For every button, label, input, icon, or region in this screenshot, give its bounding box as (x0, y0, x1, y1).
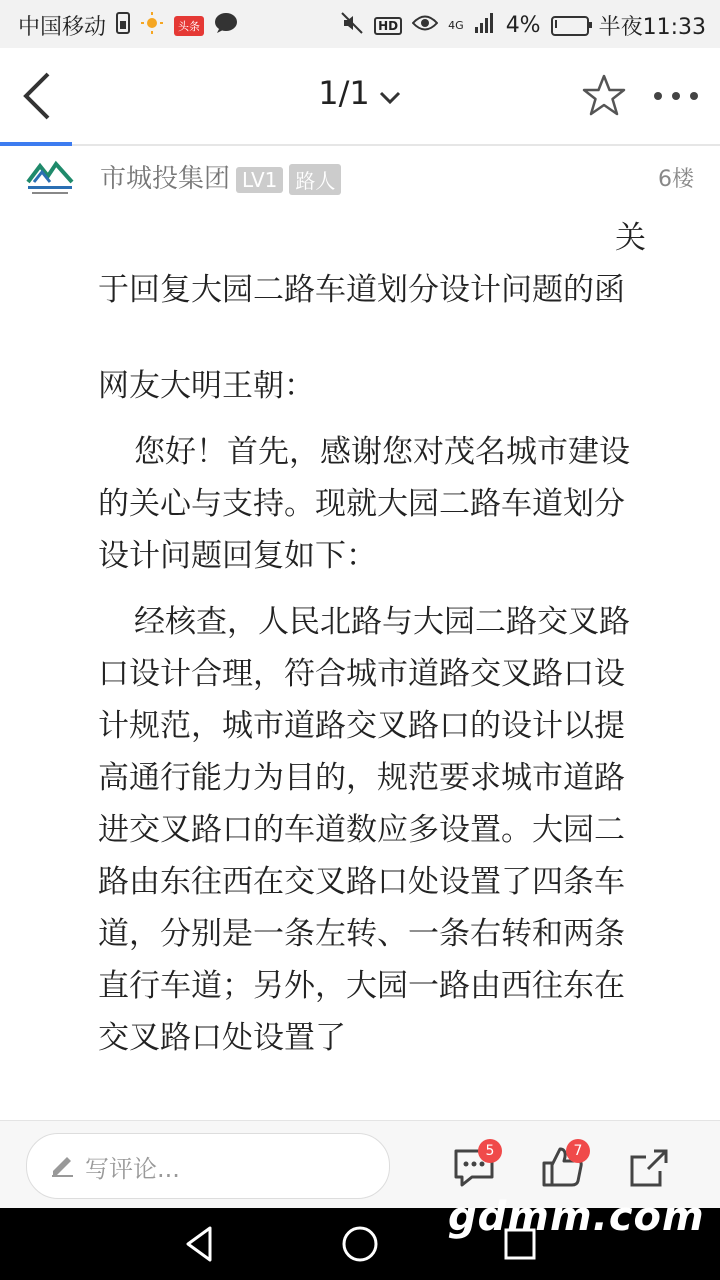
hd-icon: HD (374, 17, 402, 35)
share-button[interactable] (626, 1143, 674, 1191)
floor-label: 6楼 (658, 167, 694, 192)
chat-icon (214, 12, 238, 40)
circle-home-icon (340, 1224, 380, 1264)
status-left (18, 10, 238, 41)
comment-placeholder: 写评论... (85, 1154, 180, 1183)
level-tag: LV1 (236, 167, 283, 193)
status-right (340, 10, 706, 41)
star-icon (580, 72, 628, 120)
triangle-back-icon (180, 1224, 220, 1264)
like-button[interactable] (538, 1143, 586, 1191)
like-count-badge: 7 (566, 1139, 590, 1163)
favorite-button[interactable] (580, 72, 628, 120)
author-name[interactable]: 市城投集团 (100, 164, 231, 194)
page-indicator-label: 1/1 (318, 74, 370, 112)
role-tag: 路人 (289, 164, 341, 195)
nav-home-button[interactable] (340, 1224, 380, 1264)
post-title-line2: 于回复大园二路车道划分设计问题的函 (98, 272, 625, 308)
comment-input[interactable] (26, 1133, 390, 1199)
comments-button[interactable] (450, 1143, 498, 1191)
comment-count-badge: 5 (478, 1139, 502, 1163)
signal-icon (474, 13, 496, 39)
clock: 半夜11:33 (598, 15, 706, 40)
city-logo-icon (26, 156, 74, 204)
post-paragraph: 经核查，人民北路与大园二路交叉路口设计合理，符合城市道路交叉路口设计规范，城市道路交叉路口的设计以提高通行能力为目的，规范要求城市道路进交叉路口的车道数应多设置。大园二路由东往西在交叉路口处设置了四条车道，分别是一条左转、一条右转和两条直行车道；另外，大园一路由西往东在交叉路口处设置了 (98, 604, 630, 1056)
author-info (100, 158, 341, 195)
more-button[interactable] (648, 78, 704, 114)
post-content (98, 212, 646, 1112)
weather-icon (140, 11, 164, 41)
chevron-down-icon (378, 76, 402, 114)
battery-percent: 4% (505, 13, 541, 38)
carrier-label: 中国移动 (18, 15, 107, 40)
top-bar (0, 48, 720, 146)
post-greeting: 网友大明王朝： (98, 368, 315, 404)
author-row (0, 146, 720, 206)
status-bar (0, 0, 720, 48)
network-label: 4G (448, 19, 464, 32)
more-dots-icon (648, 78, 704, 114)
pencil-icon (49, 1151, 75, 1181)
post-title-line1: 关 (615, 220, 646, 256)
eye-icon (412, 13, 438, 38)
news-badge: 头条 (174, 16, 204, 36)
sim-icon (116, 12, 130, 40)
watermark: gdmm.com (448, 1194, 705, 1240)
battery-fill (555, 20, 557, 28)
mute-icon (340, 11, 364, 41)
nav-back-button[interactable] (180, 1224, 220, 1264)
battery-icon (551, 16, 589, 36)
avatar[interactable] (26, 156, 74, 204)
post-paragraph: 您好！首先，感谢您对茂名城市建设的关心与支持。现就大园二路车道划分设计问题回复如下： (98, 434, 630, 574)
share-icon (626, 1143, 674, 1191)
